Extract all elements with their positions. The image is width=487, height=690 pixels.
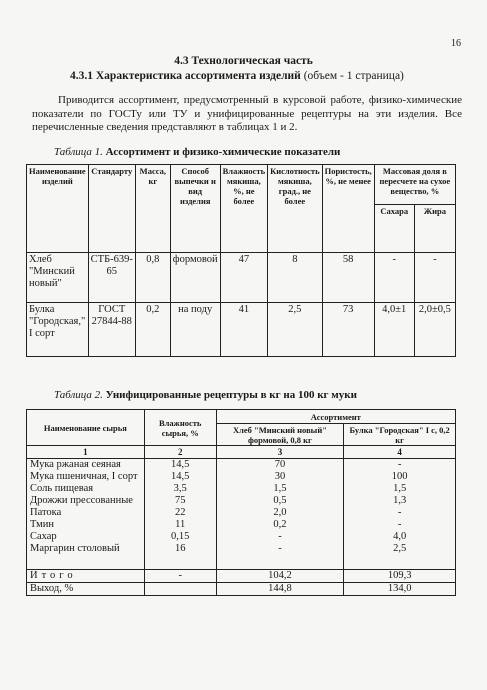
- t2-cell-name: Мука пшеничная, I сорт: [27, 471, 145, 483]
- t2-cell-name: Тмин: [27, 519, 145, 531]
- t2-colnum: 1: [27, 446, 145, 459]
- t1-header-fat: Жира: [414, 205, 455, 253]
- t1-cell-name: Хлеб "Минский новый": [27, 253, 89, 303]
- table-row: [27, 483, 456, 495]
- t2-cell-moisture: 75: [144, 495, 216, 507]
- t2-header-col3: Хлеб "Минский новый" формовой, 0,8 кг: [216, 424, 344, 446]
- t1-cell-porosity: 73: [322, 303, 374, 357]
- t2-total-label: Итого: [27, 569, 145, 582]
- table-row: [27, 459, 456, 472]
- t2-cell-v3: -: [216, 543, 344, 569]
- t1-cell-moisture: 41: [220, 303, 267, 357]
- t1-cell-moisture: 47: [220, 253, 267, 303]
- t1-cell-standard: ГОСТ 27844-88: [88, 303, 135, 357]
- table-row: [27, 471, 456, 483]
- t2-cell-moisture: 22: [144, 507, 216, 519]
- page-number: 16: [451, 38, 461, 49]
- t1-cell-sugar: -: [374, 253, 414, 303]
- subsection-heading: [70, 70, 404, 82]
- t2-yield-v4: 134,0: [344, 582, 456, 595]
- table1-caption-text: Ассортимент и физико-химические показатели: [105, 146, 341, 158]
- t2-yield-moisture: [144, 582, 216, 595]
- t2-cell-name: Соль пищевая: [27, 483, 145, 495]
- t2-cell-v3: 1,5: [216, 483, 344, 495]
- yield-row: [27, 582, 456, 595]
- t1-header-mass-share: Массовая доля в пересчете на сухое вещество, %: [374, 165, 455, 205]
- t2-cell-name: Маргарин столовый: [27, 543, 145, 569]
- t1-cell-acidity: 2,5: [268, 303, 323, 357]
- t1-cell-porosity: 58: [322, 253, 374, 303]
- t2-cell-moisture: 11: [144, 519, 216, 531]
- t2-cell-v4: 4,0: [344, 531, 456, 543]
- t1-header-name: Наименование изделий: [27, 165, 89, 253]
- t2-header-name: Наименование сырья: [27, 410, 145, 446]
- table-row: [27, 303, 456, 357]
- t2-cell-name: Дрожжи прессованные: [27, 495, 145, 507]
- t2-cell-v4: 100: [344, 471, 456, 483]
- t2-cell-v4: -: [344, 519, 456, 531]
- t2-cell-name: Мука ржаная сеяная: [27, 459, 145, 472]
- t2-cell-v4: 2,5: [344, 543, 456, 569]
- t2-cell-moisture: 3,5: [144, 483, 216, 495]
- t2-cell-v3: 0,5: [216, 495, 344, 507]
- t2-cell-moisture: 0,15: [144, 531, 216, 543]
- table-assortment: [26, 164, 456, 357]
- t2-cell-v3: 70: [216, 459, 344, 472]
- t2-header-col4: Булка "Городская" I с, 0,2 кг: [344, 424, 456, 446]
- t2-colnum: 3: [216, 446, 344, 459]
- t2-yield-v3: 144,8: [216, 582, 344, 595]
- t2-cell-v3: 30: [216, 471, 344, 483]
- t2-cell-v4: -: [344, 507, 456, 519]
- t2-cell-moisture: 14,5: [144, 459, 216, 472]
- table-row: [27, 495, 456, 507]
- intro-paragraph: Приводится ассортимент, предусмотренный в курсовой работе, физико-химические показатели по ГОСТу или ТУ и унифицированные рецептуры на эти изделия. Все перечисленные сведения представляют в таблицах 1 и 2.: [32, 94, 462, 133]
- t2-cell-v3: 2,0: [216, 507, 344, 519]
- t2-cell-name: Патока: [27, 507, 145, 519]
- t2-cell-moisture: 14,5: [144, 471, 216, 483]
- t1-cell-mass: 0,8: [135, 253, 170, 303]
- t2-total-v4: 109,3: [344, 569, 456, 582]
- t2-cell-v4: 1,5: [344, 483, 456, 495]
- table2-caption-text: Унифицированные рецептуры в кг на 100 кг муки: [105, 389, 357, 401]
- t1-cell-method: на поду: [170, 303, 220, 357]
- t1-cell-fat: -: [414, 253, 455, 303]
- table1-caption: [54, 146, 340, 158]
- t2-cell-moisture: 16: [144, 543, 216, 569]
- table2-caption-label: Таблица 2.: [54, 389, 103, 401]
- t2-colnum: 2: [144, 446, 216, 459]
- table1-caption-label: Таблица 1.: [54, 146, 103, 158]
- t1-cell-acidity: 8: [268, 253, 323, 303]
- t1-header-acidity: Кислотность мякиша, град., не более: [268, 165, 323, 253]
- table-recipes: [26, 409, 456, 596]
- t2-yield-label: Выход, %: [27, 582, 145, 595]
- table2-caption: [54, 389, 357, 401]
- column-number-row: [27, 446, 456, 459]
- t2-cell-v4: -: [344, 459, 456, 472]
- t1-cell-fat: 2,0±0,5: [414, 303, 455, 357]
- t1-cell-standard: СТБ-639-65: [88, 253, 135, 303]
- t1-header-moisture: Влажность мякиша, %, не более: [220, 165, 267, 253]
- t2-cell-v3: 0,2: [216, 519, 344, 531]
- section-title: 4.3 Технологическая часть: [174, 55, 313, 67]
- t1-cell-mass: 0,2: [135, 303, 170, 357]
- subsection-note: (объем - 1 страница): [303, 70, 404, 82]
- table-row: [27, 253, 456, 303]
- t2-header-assortment: Ассортимент: [216, 410, 455, 424]
- t1-header-porosity: Пористость, %, не менее: [322, 165, 374, 253]
- t2-header-moisture: Влажность сырья, %: [144, 410, 216, 446]
- t2-total-v3: 104,2: [216, 569, 344, 582]
- t1-header-mass: Масса, кг: [135, 165, 170, 253]
- table-row: [27, 531, 456, 543]
- t2-cell-v3: -: [216, 531, 344, 543]
- subsection-title: 4.3.1 Характеристика ассортимента изделий: [70, 70, 301, 82]
- table-row: [27, 519, 456, 531]
- t1-header-standard: Стандарту: [88, 165, 135, 253]
- t1-header-method: Способ выпечки и вид изделия: [170, 165, 220, 253]
- t1-cell-name: Булка "Городская," I сорт: [27, 303, 89, 357]
- t1-cell-sugar: 4,0±1: [374, 303, 414, 357]
- table-row: [27, 507, 456, 519]
- t2-colnum: 4: [344, 446, 456, 459]
- t2-cell-v4: 1,3: [344, 495, 456, 507]
- t1-header-sugar: Сахара: [374, 205, 414, 253]
- total-row: [27, 569, 456, 582]
- t1-cell-method: формовой: [170, 253, 220, 303]
- t2-total-moisture: -: [144, 569, 216, 582]
- table-row: [27, 543, 456, 569]
- t2-cell-name: Сахар: [27, 531, 145, 543]
